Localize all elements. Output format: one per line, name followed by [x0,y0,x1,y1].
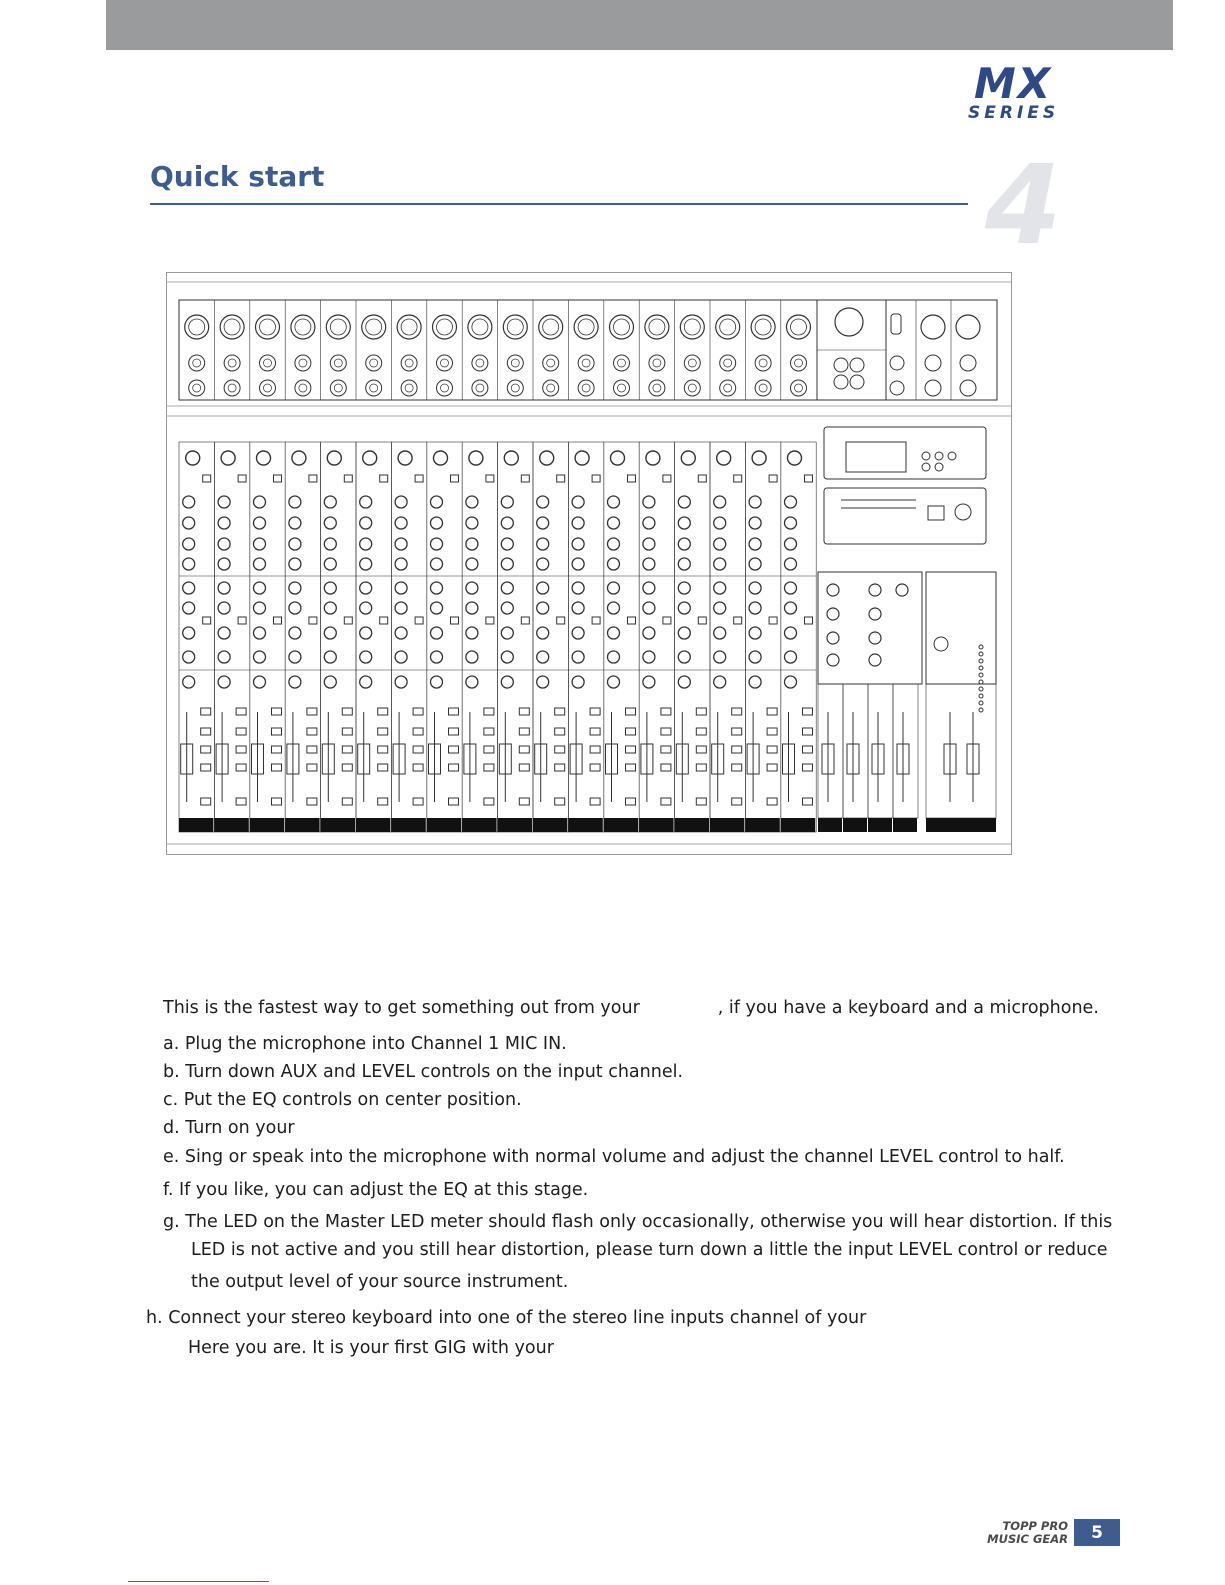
title-divider [150,203,968,205]
step-e: e. Sing or speak into the microphone with normal volume and adjust the channel LEVEL control to half. [163,1147,1065,1167]
closing-line: Here you are. It is your first GIG with your [188,1338,554,1358]
step-d: d. Turn on your [163,1118,295,1138]
mixer-front-panel-illustration [166,272,1023,866]
step-g: g. The LED on the Master LED meter should flash only occasionally, otherwise you will hear distortion. If this [163,1212,1113,1232]
step-a: a. Plug the microphone into Channel 1 MIC IN. [163,1034,567,1054]
logo-sub-text: SERIES [968,103,1060,122]
step-c: c. Put the EQ controls on center position. [163,1090,522,1110]
footer-brand-line2: MUSIC GEAR [987,1532,1068,1546]
mx-series-logo [968,60,1118,122]
step-h: h. Connect your stereo keyboard into one of the stereo line inputs channel of your [146,1308,867,1328]
footer-brand-line1: TOPP PRO [1002,1519,1068,1533]
step-b: b. Turn down AUX and LEVEL controls on the input channel. [163,1062,684,1082]
page-number: 5 [1074,1519,1120,1546]
footer-brand [968,1520,1068,1546]
chapter-number: 4 [985,141,1062,269]
page-title: Quick start [150,160,325,193]
step-g-line2: LED is not active and you still hear distortion, please turn down a little the input LEVEL control or reduce [191,1240,1108,1260]
footer-link-underline [128,1581,269,1582]
step-f: f. If you like, you can adjust the EQ at this stage. [163,1180,589,1200]
intro-text-end: , if you have a keyboard and a microphone. [717,998,1099,1018]
logo-main-text: MX [974,60,1053,108]
header-bar [106,0,1173,50]
step-g-line3: the output level of your source instrument. [191,1272,569,1292]
intro-text-start: This is the fastest way to get something out from your [163,998,640,1018]
intro-paragraph [163,998,1099,1018]
